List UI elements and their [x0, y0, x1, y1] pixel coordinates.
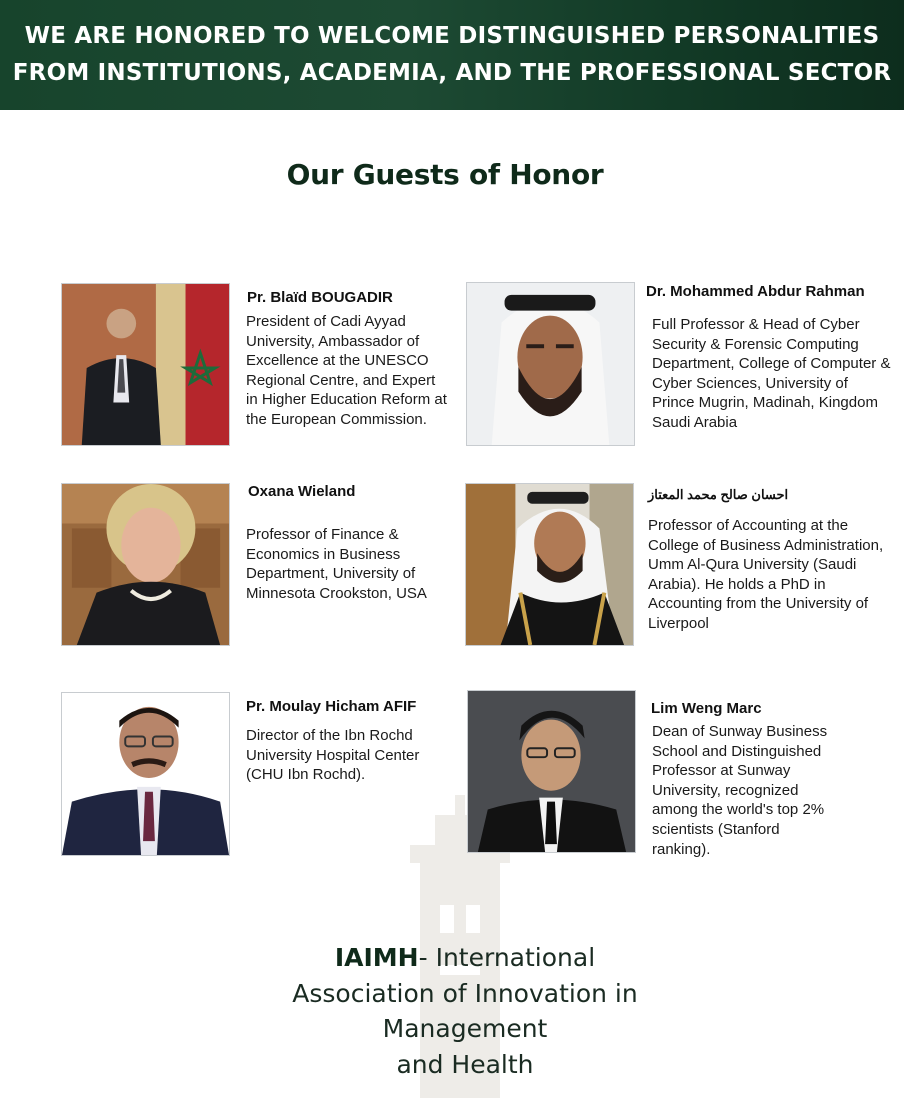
- banner-line-2: FROM INSTITUTIONS, ACADEMIA, AND THE PROFESSIONAL SECTOR: [12, 60, 892, 86]
- guest-photo-6: [467, 690, 636, 853]
- guest-name-5: Pr. Moulay Hicham AFIF: [246, 698, 417, 715]
- guest-name-6: Lim Weng Marc: [651, 700, 762, 717]
- banner-line-1: WE ARE HONORED TO WELCOME DISTINGUISHED PERSONALITIES: [24, 23, 880, 49]
- footer-line-4: and Health: [396, 1049, 534, 1079]
- guest-name-2: Dr. Mohammed Abdur Rahman: [646, 283, 865, 300]
- guest-description-4: Professor of Accounting at the College of Business Administration, Umm Al-Qura University (Saudi Arabia). He holds a PhD in Accounting from the University of Liverpool: [648, 517, 884, 632]
- guest-photo-1: [61, 283, 230, 446]
- guest-photo-3: [61, 483, 230, 646]
- association-acronym: IAIMH: [334, 943, 419, 972]
- footer-line-1: [260, 940, 670, 976]
- guest-photo-2: [466, 282, 635, 446]
- section-title: Our Guests of Honor: [286, 158, 604, 191]
- guest-description-6: Dean of Sunway Business School and Distinguished Professor at Sunway University, recognized among the world's top 2% scientists (Stanford ranking).: [652, 723, 828, 858]
- guest-name-1: Pr. Blaïd BOUGADIR: [247, 289, 393, 306]
- guest-name-3: Oxana Wieland: [248, 483, 356, 500]
- header-banner: [0, 0, 904, 110]
- footer-line-2: Association of Innovation in: [292, 978, 638, 1008]
- guest-name-4: احسان صالح محمد المعتاز: [648, 487, 789, 502]
- footer-line-3: Management: [382, 1014, 548, 1043]
- guest-photo-5: [61, 692, 230, 856]
- association-footer: [260, 940, 670, 1082]
- guest-description-1: President of Cadi Ayyad University, Ambassador of Excellence at the UNESCO Regional Centre, and Expert in Higher Education Reform at the European Commission.: [246, 313, 447, 428]
- guest-photo-4: [465, 483, 634, 646]
- guest-description-3: Professor of Finance & Economics in Business Department, University of Minnesota Crookston, USA: [246, 526, 427, 602]
- footer-line-1-rest: - International: [418, 943, 596, 972]
- guest-description-5: Director of the Ibn Rochd University Hospital Center (CHU Ibn Rochd).: [246, 727, 420, 784]
- guest-description-2: Full Professor & Head of Cyber Security & Forensic Computing Department, College of Computer & Cyber Sciences, University of Prince Mugrin, Madinah, Kingdom Saudi Arabia: [652, 316, 891, 431]
